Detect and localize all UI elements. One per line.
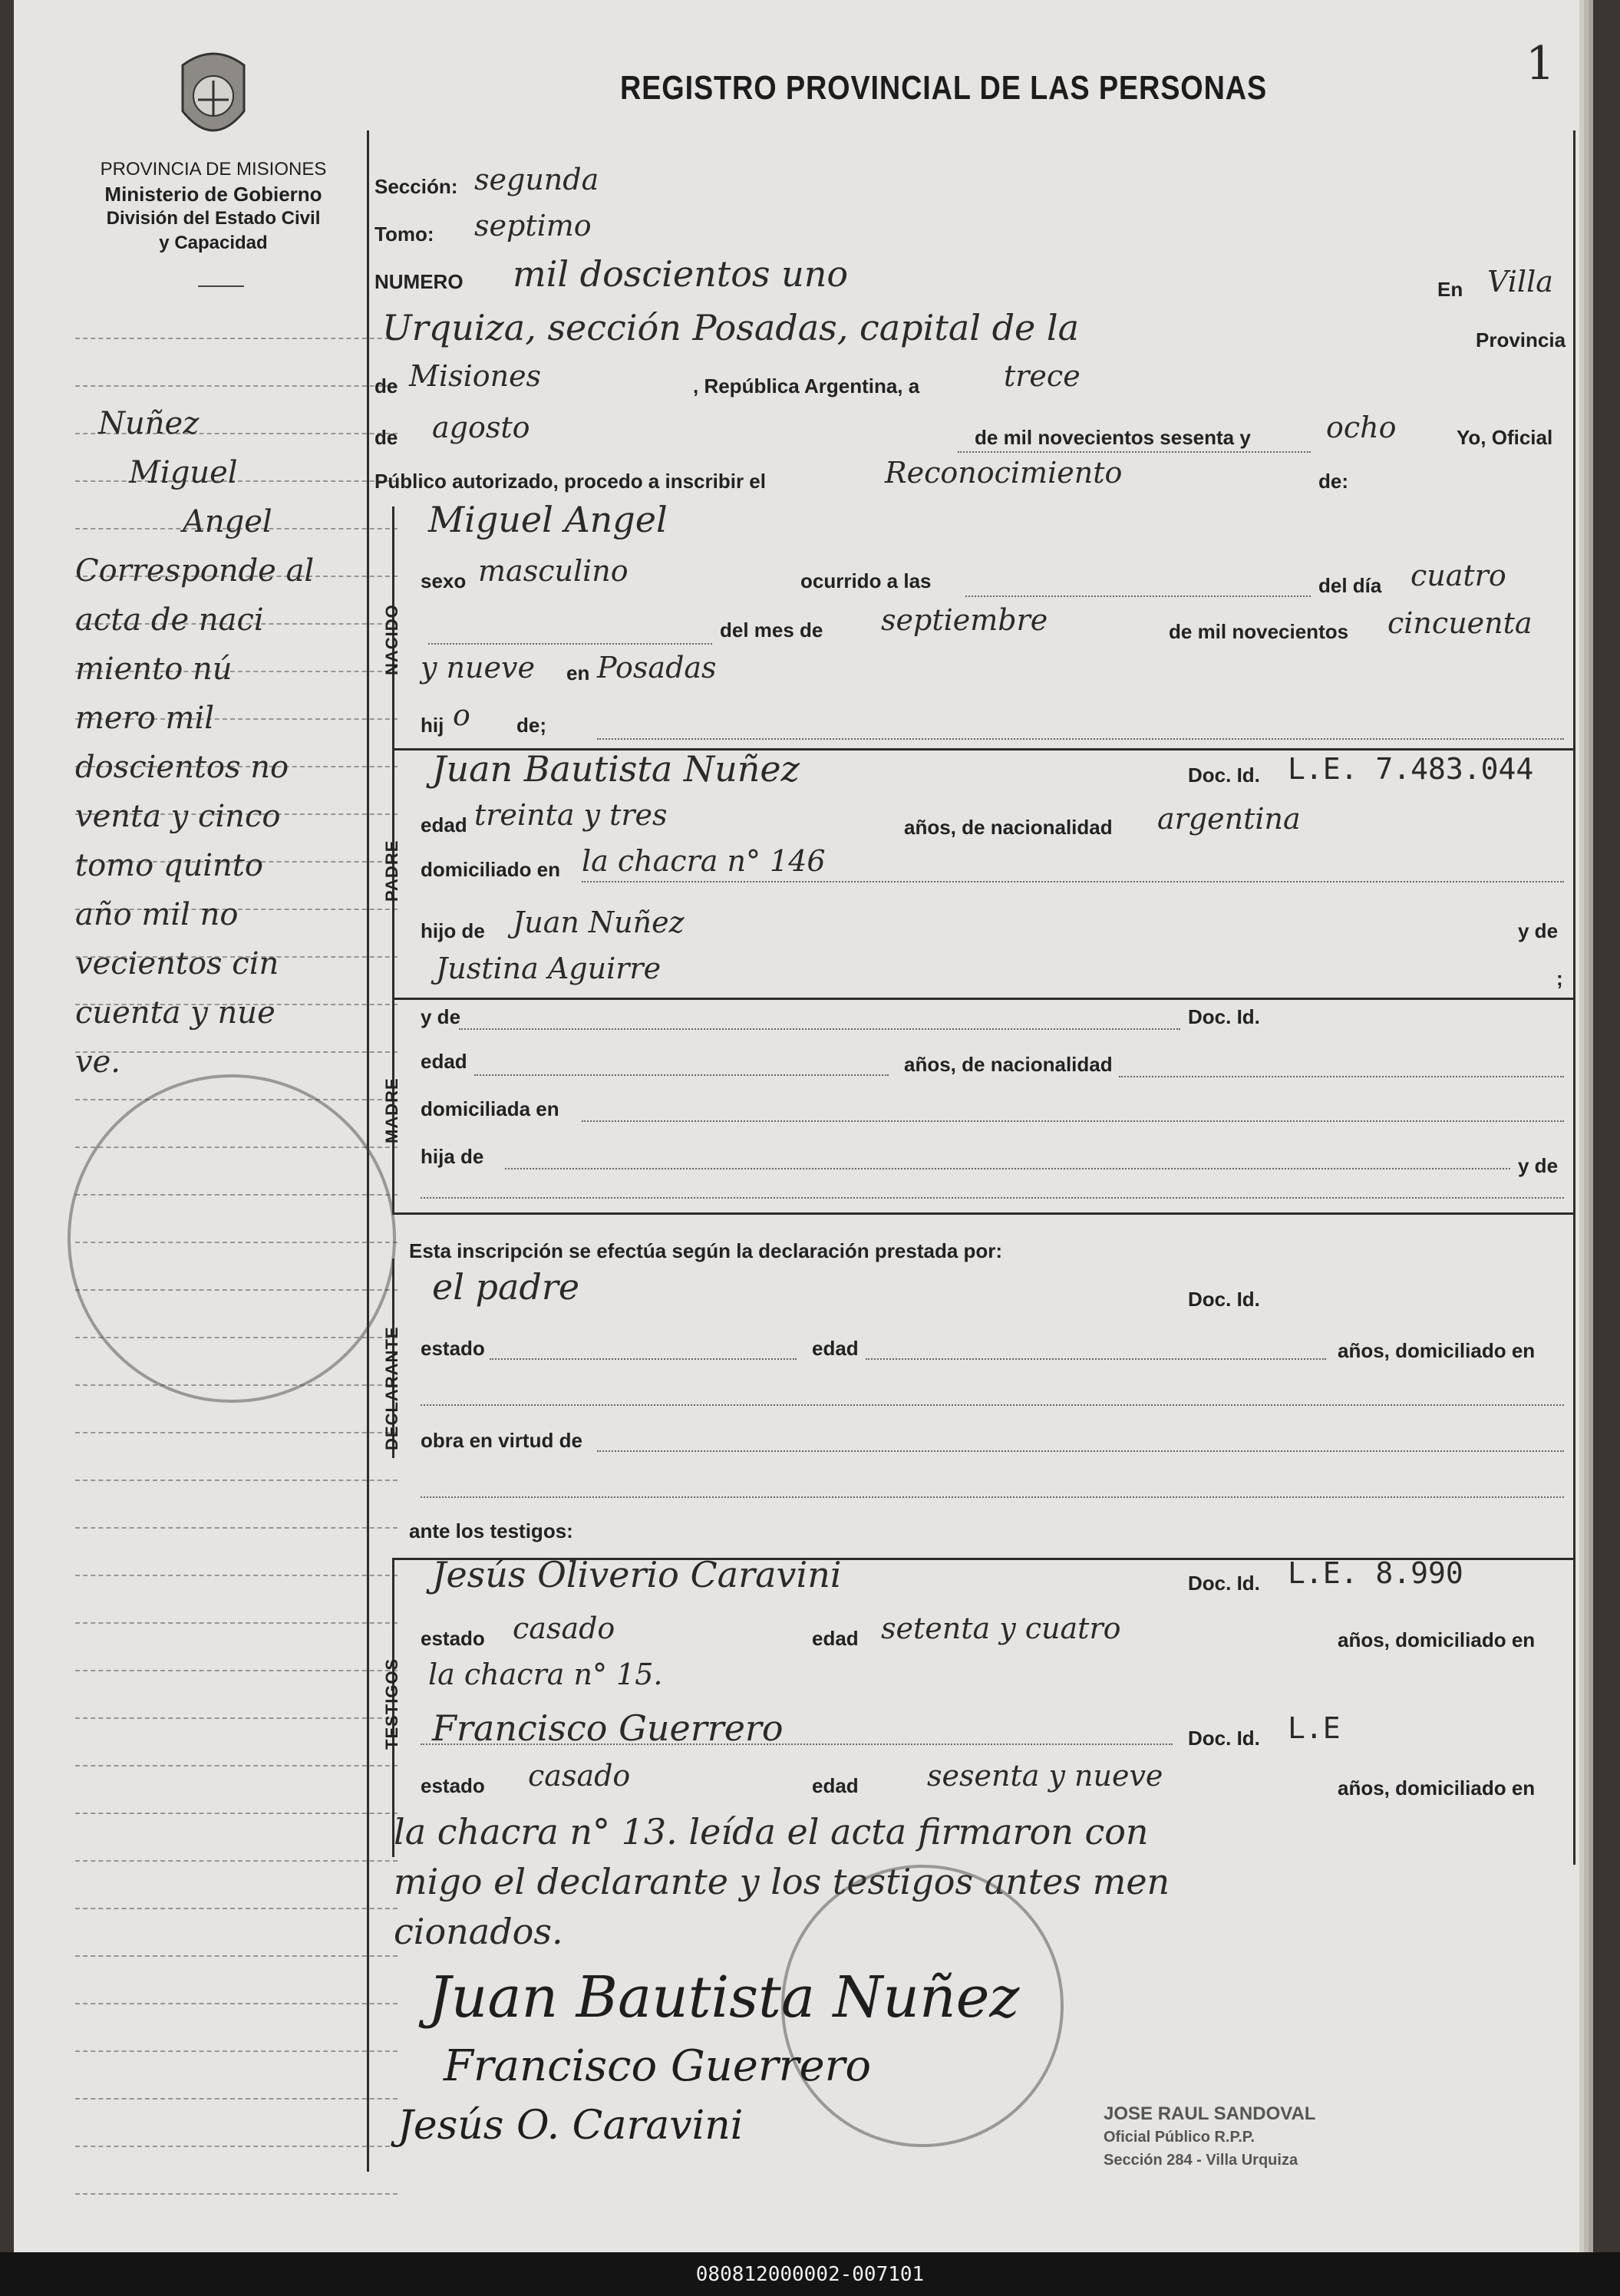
margin-line [75, 2146, 398, 2147]
label-y-de: y de [1518, 919, 1559, 942]
label-madre-nac: años, de nacionalidad [904, 1053, 1113, 1076]
label-semicolon: ; [1556, 967, 1563, 990]
label-declarante-edad: edad [812, 1337, 859, 1360]
value-lugar-nac: Posadas [597, 651, 717, 685]
fill-line [965, 595, 1311, 597]
value-seccion: segunda [474, 163, 599, 196]
value-tomo: septimo [474, 209, 592, 242]
label-de-mil-nov: de mil novecientos [1169, 620, 1349, 643]
margin-line [75, 385, 398, 387]
label-madre-y-de-2: y de [1518, 1154, 1559, 1177]
fill-line [428, 643, 712, 645]
fill-line [866, 1358, 1326, 1360]
official-stamp-text [1104, 2103, 1315, 2172]
coat-of-arms-icon [167, 42, 259, 150]
value-numero: mil doscientos uno [513, 253, 849, 295]
fill-line [582, 1120, 1564, 1122]
value-mes-nac: septiembre [881, 603, 1048, 637]
label-madre-domicilio: domiciliada en [421, 1097, 559, 1120]
margin-note [75, 399, 398, 1087]
margin-note-line: Angel [183, 504, 272, 539]
value-provincia: Misiones [409, 359, 542, 393]
value-padre-nacionalidad: argentina [1157, 802, 1301, 836]
official-section: Sección 284 - Villa Urquiza [1104, 2152, 1298, 2169]
value-padre-nombre: Juan Bautista Nuñez [432, 748, 800, 790]
page-title: REGISTRO PROVINCIAL DE LAS PERSONAS [620, 69, 1268, 107]
section-label-nacido: NACIDO [382, 604, 401, 675]
label-del-mes: del mes de [720, 619, 823, 642]
value-en-lugar: Villa [1487, 265, 1553, 299]
label-tomo: Tomo: [374, 223, 434, 246]
margin-line [75, 1670, 398, 1671]
value-lugar-line: Urquiza, sección Posadas, capital de la [382, 307, 1080, 348]
margin-line [75, 1527, 398, 1529]
value-testigo1-doc: L.E. 8.990 [1288, 1556, 1463, 1590]
signature-testigo2: Francisco Guerrero [444, 2041, 872, 2091]
label-declarante-estado: estado [421, 1337, 485, 1360]
margin-line [75, 1955, 398, 1957]
value-hij: o [453, 698, 470, 732]
label-testigos: ante los testigos: [409, 1519, 573, 1542]
label-hij: hij [421, 714, 444, 737]
label-publico: Público autorizado, procedo a inscribir el [374, 470, 766, 493]
margin-line [75, 1717, 398, 1719]
label-testigo2-doc: Doc. Id. [1188, 1727, 1260, 1750]
margin-line [75, 1765, 398, 1767]
margin-note-line: vecientos cin [75, 946, 279, 981]
signature-testigo1: Jesús O. Caravini [398, 2103, 744, 2149]
fill-line [421, 1743, 1173, 1745]
margin-line [75, 2098, 398, 2100]
margin-line [75, 2193, 398, 2195]
label-testigo1-estado: estado [421, 1627, 485, 1650]
issuer-capacity: y Capacidad [159, 233, 268, 253]
issuer-ministry: Ministerio de Gobierno [104, 183, 322, 206]
margin-line [75, 1575, 398, 1576]
margin-line [75, 1432, 398, 1433]
issuer-block [75, 157, 351, 256]
margin-line [75, 2050, 398, 2052]
label-testigo1-doc: Doc. Id. [1188, 1572, 1260, 1595]
official-title: Oficial Público R.P.P. [1104, 2129, 1255, 2146]
label-provincia: Provincia [1476, 328, 1566, 351]
label-testigo1-dom: años, domiciliado en [1338, 1628, 1536, 1651]
label-testigo2-edad: edad [812, 1774, 859, 1797]
closing-line: migo el declarante y los testigos antes men [394, 1861, 1170, 1902]
fill-line [1119, 1076, 1564, 1077]
value-anio: ocho [1326, 411, 1397, 444]
value-testigo2-estado: casado [528, 1759, 631, 1793]
margin-line [75, 1622, 398, 1624]
fill-line [597, 1450, 1564, 1452]
label-testigo1-edad: edad [812, 1627, 859, 1650]
fill-line [421, 1404, 1564, 1406]
margin-note-line: doscientos no [75, 750, 289, 785]
label-yo-oficial: Yo, Oficial [1457, 426, 1553, 449]
margin-note-line: Nuñez [98, 406, 200, 441]
value-sexo: masculino [478, 554, 629, 588]
value-dia: trece [1004, 359, 1081, 393]
official-name: JOSE RAUL SANDOVAL [1104, 2103, 1316, 2124]
section-divider [392, 1212, 1574, 1215]
label-de: de [374, 374, 398, 398]
margin-note-line: mero mil [75, 701, 215, 736]
label-de-semicolon: de; [516, 714, 546, 737]
section-label-madre: MADRE [382, 1077, 401, 1143]
fill-line [582, 881, 1564, 882]
margin-note-line: Corresponde al [75, 553, 315, 589]
issuer-division: División del Estado Civil [106, 208, 321, 229]
value-anio-nac-2: y nueve [421, 651, 535, 685]
fill-line [474, 1074, 889, 1076]
page-number: 1 [1526, 37, 1556, 91]
margin-line [75, 1813, 398, 1814]
label-en: En [1437, 278, 1463, 301]
section-label-testigos: TESTIGOS [382, 1658, 401, 1750]
closing-line: la chacra n° 13. leída el acta firmaron con [394, 1811, 1149, 1852]
value-dia-nac: cuatro [1410, 559, 1506, 592]
value-padre-madre: Justina Aguirre [436, 952, 662, 985]
closing-line: cionados. [394, 1911, 563, 1952]
margin-note-line: miento nú [75, 652, 233, 687]
fill-line [459, 1028, 1180, 1030]
section-label-declarante: DECLARANTE [382, 1326, 401, 1450]
label-declaracion: Esta inscripción se efectúa según la declaración prestada por: [409, 1239, 1003, 1262]
fill-line [597, 738, 1564, 740]
label-madre-edad: edad [421, 1050, 467, 1073]
label-hijo-de: hijo de [421, 919, 485, 942]
value-nombre: Miguel Angel [428, 499, 668, 540]
margin-line [75, 2003, 398, 2004]
fill-line [958, 451, 1311, 453]
margin-note-line: tomo quinto [75, 848, 263, 883]
value-mes: agosto [432, 411, 530, 444]
label-declarante-dom: años, domiciliado en [1338, 1339, 1536, 1362]
label-republica: , República Argentina, a [693, 374, 920, 398]
label-hija-de: hija de [421, 1145, 484, 1168]
registry-page [14, 0, 1579, 2252]
label-testigo2-estado: estado [421, 1774, 485, 1797]
section-divider [392, 998, 1574, 1000]
footer-bar [0, 2252, 1620, 2296]
divider [198, 285, 244, 287]
signature-declarante: Juan Bautista Nuñez [428, 1964, 1020, 2030]
value-padre-doc: L.E. 7.483.044 [1288, 752, 1534, 786]
value-acto: Reconocimiento [885, 456, 1123, 490]
fill-line [505, 1168, 1510, 1169]
label-del-dia: del día [1318, 574, 1382, 597]
footer-id: 080812000002-007101 [695, 2263, 925, 2286]
margin-note-line: Miguel [129, 455, 238, 490]
label-numero: NUMERO [374, 270, 464, 293]
issuer-province: PROVINCIA DE MISIONES [100, 159, 327, 180]
value-testigo2-edad: sesenta y nueve [927, 1759, 1163, 1793]
label-en-nac: en [566, 661, 590, 685]
section-label-padre: PADRE [382, 840, 401, 902]
fill-line [421, 1496, 1564, 1498]
label-madre-y-de: y de [421, 1005, 461, 1028]
label-ocurrido: ocurrido a las [800, 569, 932, 592]
margin-note-line: venta y cinco [75, 799, 281, 834]
label-padre-edad: edad [421, 813, 467, 836]
margin-note-line: año mil no [75, 897, 239, 932]
label-seccion: Sección: [374, 175, 458, 198]
label-padre-nac: años, de nacionalidad [904, 816, 1113, 839]
label-sexo: sexo [421, 569, 467, 592]
fill-line [421, 1197, 1564, 1199]
margin-line [75, 1908, 398, 1909]
value-padre-edad: treinta y tres [474, 798, 668, 832]
label-madre-doc: Doc. Id. [1188, 1005, 1260, 1028]
label-padre-doc: Doc. Id. [1188, 764, 1260, 787]
value-anio-nac: cincuenta [1387, 606, 1533, 640]
label-de-mes: de [374, 426, 398, 449]
margin-line [75, 1860, 398, 1862]
value-testigo1: Jesús Oliverio Caravini [432, 1554, 842, 1595]
margin-note-line: cuenta y nue [75, 995, 275, 1031]
label-declarante-doc: Doc. Id. [1188, 1288, 1260, 1311]
label-padre-domicilio: domiciliado en [421, 858, 561, 881]
fill-line [490, 1358, 797, 1360]
label-de-colon: de: [1318, 470, 1348, 493]
margin-line [75, 1480, 398, 1481]
value-padre-domicilio: la chacra n° 146 [582, 844, 826, 878]
value-testigo1-edad: setenta y cuatro [881, 1611, 1121, 1645]
official-stamp-icon [68, 1074, 396, 1403]
label-obra: obra en virtud de [421, 1429, 582, 1452]
value-testigo1-estado: casado [513, 1611, 615, 1645]
value-testigo1-dom: la chacra n° 15. [428, 1658, 663, 1691]
margin-note-line: acta de naci [75, 602, 264, 638]
value-padre-hijo-de: Juan Nuñez [513, 906, 685, 939]
margin-note-line: ve. [75, 1044, 120, 1080]
value-testigo2: Francisco Guerrero [432, 1707, 784, 1749]
label-testigo2-dom: años, domiciliado en [1338, 1776, 1536, 1800]
label-de-mil: de mil novecientos sesenta y [975, 426, 1251, 449]
value-declarante: el padre [432, 1266, 580, 1308]
value-testigo2-doc: L.E [1288, 1711, 1341, 1745]
margin-line [75, 338, 398, 339]
